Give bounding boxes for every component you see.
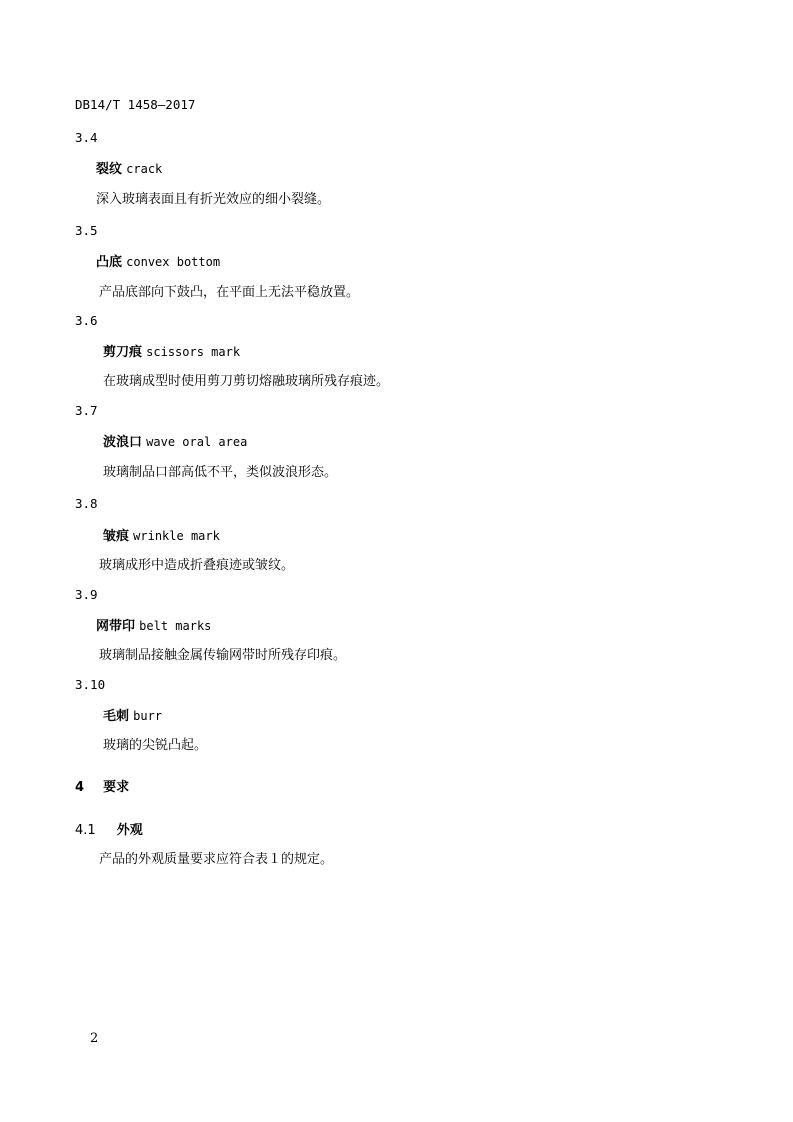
term-definition: 深入玻璃表面且有折光效应的细小裂缝。 bbox=[96, 192, 331, 207]
term-heading bbox=[103, 344, 240, 361]
term-en: crack bbox=[126, 162, 163, 176]
term-heading bbox=[96, 254, 220, 271]
subsection-heading bbox=[75, 823, 143, 839]
term-definition: 玻璃成形中造成折叠痕迹或皱纹。 bbox=[99, 558, 295, 573]
subsection-title: 外观 bbox=[116, 823, 143, 838]
term-definition: 玻璃制品口部高低不平，类似波浪形态。 bbox=[103, 465, 338, 480]
term-zh: 毛刺 bbox=[103, 709, 130, 724]
term-heading bbox=[103, 708, 162, 725]
term-definition: 玻璃制品接触金属传输网带时所残存印痕。 bbox=[99, 648, 347, 663]
term-zh: 皱痕 bbox=[103, 529, 130, 544]
term-definition: 在玻璃成型时使用剪刀剪切熔融玻璃所残存痕迹。 bbox=[103, 374, 390, 389]
page-number: 2 bbox=[90, 1031, 99, 1046]
clause-number: 3.6 bbox=[75, 313, 98, 328]
term-definition: 产品底部向下鼓凸，在平面上无法平稳放置。 bbox=[99, 285, 360, 300]
subsection-text: 产品的外观质量要求应符合表１的规定。 bbox=[99, 852, 334, 867]
term-zh: 凸底 bbox=[96, 255, 123, 270]
term-heading bbox=[96, 161, 162, 178]
term-definition: 玻璃的尖锐凸起。 bbox=[103, 738, 208, 753]
term-heading bbox=[96, 618, 211, 635]
doc-header-code: DB14/T 1458—2017 bbox=[75, 97, 196, 112]
term-zh: 剪刀痕 bbox=[103, 345, 143, 360]
clause-number: 3.4 bbox=[75, 130, 98, 145]
term-heading bbox=[103, 528, 220, 545]
clause-number: 3.10 bbox=[75, 677, 106, 692]
section-heading bbox=[75, 780, 129, 796]
term-en: convex bottom bbox=[126, 255, 221, 269]
term-zh: 波浪口 bbox=[103, 435, 143, 450]
clause-number: 3.9 bbox=[75, 587, 98, 602]
term-en: burr bbox=[133, 709, 163, 723]
clause-number: 3.7 bbox=[75, 403, 98, 418]
subsection-number: 4.1 bbox=[75, 823, 96, 838]
term-zh: 裂纹 bbox=[96, 162, 123, 177]
clause-number: 3.8 bbox=[75, 496, 98, 511]
term-en: wrinkle mark bbox=[133, 529, 220, 543]
term-en: wave oral area bbox=[146, 435, 248, 449]
term-en: scissors mark bbox=[146, 345, 241, 359]
term-zh: 网带印 bbox=[96, 619, 136, 634]
term-en: belt marks bbox=[139, 619, 212, 633]
clause-number: 3.5 bbox=[75, 223, 98, 238]
section-number: 4 bbox=[75, 780, 85, 795]
term-heading bbox=[103, 434, 247, 451]
section-title: 要求 bbox=[103, 780, 130, 795]
